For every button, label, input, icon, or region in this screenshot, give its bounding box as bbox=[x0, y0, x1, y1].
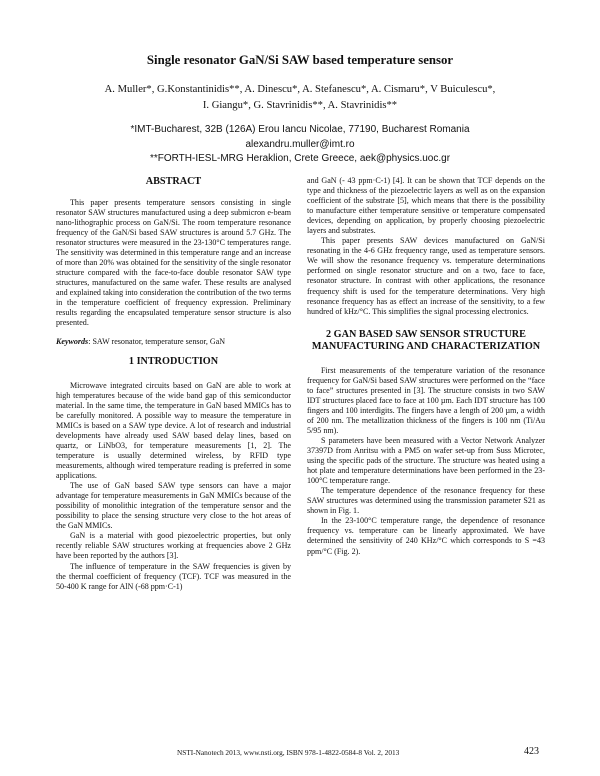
affiliations bbox=[48, 123, 552, 167]
section-2-heading: 2 GAN BASED SAW SENSOR STRUCTURE MANUFACTURING AND CHARACTERIZATION bbox=[311, 328, 541, 353]
section-2-paragraph-2: S parameters have been measured with a Vector Network Analyzer 37397D from Anritsu with a PM5 on wafer set-up from Suss Microtec, using the specific pads of the structure. The structure was heated using a hot plate and temperature determinations have been performed in the 23-100°C temperature range. bbox=[307, 435, 545, 486]
abstract-text: This paper presents temperature sensors consisting in single resonator SAW structures manufactured using a deep submicron e-beam nano-lithographic process on GaN/Si. The room temperature resonance frequency of the GaN/Si based SAW structures is around 5.7 GHz. The resonator structures were measured in the 23-130°C temperatures range. The sensitivity was determined in this temperature range and an increase of more than 20% was obtained for the sensitivity of the single resonator structure compared with the face-to-face double resonator SAW type structures, manufactured on the same wafer. These results are analysed and explained taking into consideration the contribution of the two terms in the temperature coefficient of frequency expression. Preliminary results regarding the encapsulated temperature sensor structure is also presented. bbox=[56, 197, 291, 328]
section-2-paragraph-4: In the 23-100°C temperature range, the dependence of resonance frequency vs. temperature can be linearly approximated. We have determined the sensitivity of 240 KHz/°C which corresponds to S =43 ppm/°C (Fig. 2). bbox=[307, 516, 545, 556]
footer-reference: NSTI-Nanotech 2013, www.nsti.org, ISBN 978-1-4822-0584-8 Vol. 2, 2013 bbox=[177, 748, 400, 757]
section-1-heading: 1 INTRODUCTION bbox=[128, 356, 219, 368]
intro-paragraph-1: Microwave integrated circuits based on GaN are able to work at high temperatures because of the wide band gap of this semiconductor material. In the same time, the temperature in GaN based MMICs has to be carefully monitored. A possible way to measure the temperature in MMICs is based on a SAW type device. A lot of research and industrial developments have already used SAW based delay lines, based on quartz, or LiNbO3, for temperature measurements [1, 2]. The temperature is usually determined wireless, by RFID type measurements, although wired temperature reading is preferred in some applications. bbox=[56, 380, 291, 481]
abstract-heading: ABSTRACT bbox=[145, 176, 202, 187]
right-column bbox=[307, 176, 545, 557]
intro-paragraph-4: The influence of temperature in the SAW frequencies is given by the thermal coefficient of frequency (TCF). TCF was measured in the 50-400 K range for AlN (-68 ppm·C-1) bbox=[56, 561, 291, 591]
authors-line-2: I. Giangu*, G. Stavrinidis**, A. Stavrinidis** bbox=[202, 99, 398, 111]
keywords bbox=[56, 337, 291, 347]
keywords-text: : SAW resonator, temperature sensor, GaN bbox=[88, 337, 226, 347]
section-2-paragraph-3: The temperature dependence of the resonance frequency for these SAW structures was determined using the transmission parameter S21 as shown in Fig. 1. bbox=[307, 486, 545, 516]
section-2-paragraph-1: First measurements of the temperature variation of the resonance frequency for GaN/Si based SAW structures were performed on the “face to face” structures presented in [3]. The structure consists in two SAW IDT structures placed face to face at 100 µm. Each IDT structure has 100 fingers and 100 interdigits. The fingers have a length of 200 µm, a width of 200 nm. The metallization thickness of the fingers is 100 nm (Ti/Au 5/95 nm). bbox=[307, 365, 545, 435]
affiliation-imt: *IMT-Bucharest, 32B (126A) Erou Iancu Nicolae, 77190, Bucharest Romania bbox=[130, 124, 470, 135]
authors-line-1: A. Muller*, G.Konstantinidis**, A. Dinescu*, A. Stefanescu*, A. Cismaru*, V Buiculescu*, bbox=[104, 84, 496, 95]
keywords-label: Keywords bbox=[56, 337, 89, 347]
intro-paragraph-3: GaN is a material with good piezoelectric properties, but only recently reliable SAW structures working at frequencies above 2 GHz have been reported by the authors [3]. bbox=[56, 531, 291, 561]
affiliation-forth: **FORTH-IESL-MRG Heraklion, Crete Greece, aek@physics.uoc.gr bbox=[149, 153, 451, 164]
page-number: 423 bbox=[524, 746, 539, 757]
right-paragraph-1: and GaN (- 43 ppm·C-1) [4]. It can be shown that TCF depends on the type and thickness of the piezoelectric layers as well as on the expansion coefficient of the substrate [5], which means that there is the possibility to manufacture either temperature sensitive or temperature compensated devices, depending on application, by properly choosing piezoelectric layers and substrates. bbox=[307, 176, 545, 236]
author-list bbox=[58, 82, 542, 113]
contact-email: alexandru.muller@imt.ro bbox=[245, 138, 355, 150]
paper-title: Single resonator GaN/Si SAW based temperature sensor bbox=[146, 53, 454, 67]
left-column bbox=[56, 176, 291, 592]
right-paragraph-2: This paper presents SAW devices manufactured on GaN/Si resonating in the 4-6 GHz frequency range, used as temperature sensors. We will show the resonance frequency vs. temperature determinations performed on single resonator structure and on a two, face to face, resonator structure. In contrast with other applications, the resonance frequency shift is used for the temperature determinations. Very high resonance frequency has as effect an increase of the sensitivity, to a few hundred of kHz/°C. This simplifies the signal processing electronics. bbox=[307, 236, 545, 316]
intro-paragraph-2: The use of GaN based SAW type sensors can have a major advantage for temperature measurements in GaN MMICs because of the possibility of monolithic integration of the temperature sensor and the possibility to place the sensing structure very close to the hot areas of the GaN MMICs. bbox=[56, 481, 291, 531]
